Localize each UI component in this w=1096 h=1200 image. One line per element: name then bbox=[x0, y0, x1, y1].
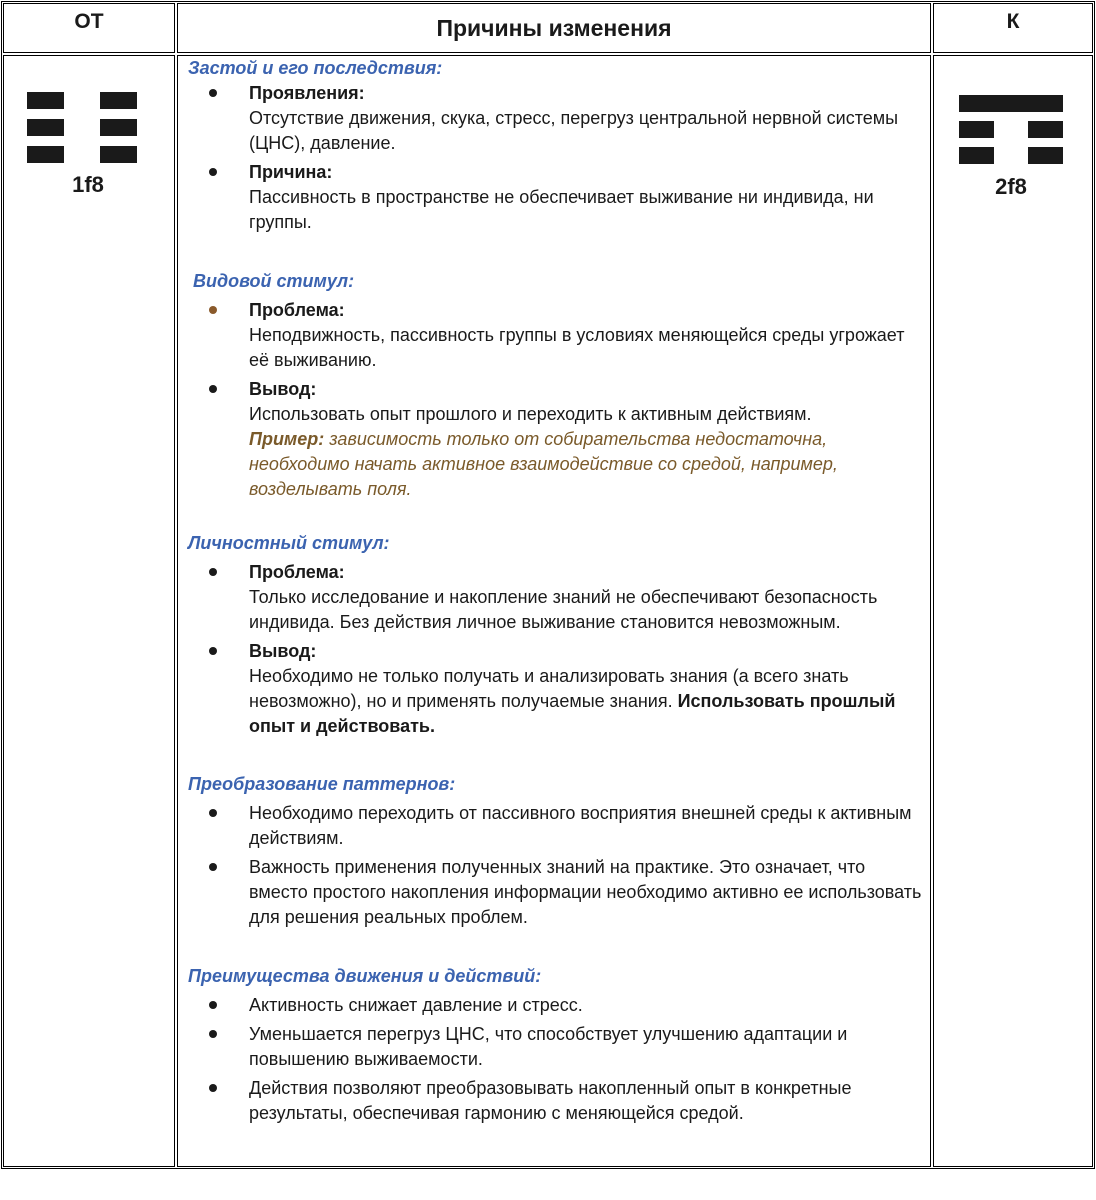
section-species-stimulus bbox=[188, 269, 928, 502]
trigram-gen-icon bbox=[959, 95, 1063, 165]
list-item bbox=[188, 298, 928, 373]
body-cell-from bbox=[3, 55, 175, 1167]
bullet-icon bbox=[209, 568, 217, 576]
bullet-icon bbox=[209, 1001, 217, 1009]
list-item bbox=[188, 560, 928, 635]
column-header-from: ОТ bbox=[74, 10, 104, 33]
bullet-icon bbox=[209, 306, 217, 314]
example-text bbox=[249, 427, 928, 502]
trigram-kun-icon bbox=[27, 92, 137, 164]
example-label: Пример: bbox=[249, 429, 325, 449]
item-label: Проблема: bbox=[249, 300, 345, 320]
item-text: Только исследование и накопление знаний не обеспечивают безопасность индивида. Без действия личное выживание становится невозможным. bbox=[249, 587, 878, 632]
to-hexagram-label: 2f8 bbox=[995, 174, 1027, 199]
broken-line-segment bbox=[27, 146, 64, 163]
section-stagnation bbox=[188, 56, 928, 235]
item-text: Необходимо переходить от пассивного восприятия внешней среды к активным действиям. bbox=[249, 803, 912, 848]
broken-line-segment bbox=[100, 92, 137, 109]
section-title: Преобразование паттернов: bbox=[188, 774, 456, 794]
bullet-icon bbox=[209, 1030, 217, 1038]
item-text: Уменьшается перегруз ЦНС, что способствует улучшению адаптации и повышению выживаемости. bbox=[249, 1024, 848, 1069]
section-personal-stimulus bbox=[188, 531, 928, 739]
bullet-icon bbox=[209, 863, 217, 871]
item-label: Причина: bbox=[249, 162, 333, 182]
broken-line-segment bbox=[1028, 147, 1063, 164]
list-item bbox=[188, 160, 928, 235]
item-text: Использовать опыт прошлого и переходить к активным действиям. bbox=[249, 404, 812, 424]
item-label: Вывод: bbox=[249, 641, 317, 661]
item-text: Неподвижность, пассивность группы в условиях меняющейся среды угрожает её выживанию. bbox=[249, 325, 905, 370]
item-text: Пассивность в пространстве не обеспечивает выживание ни индивида, ни группы. bbox=[249, 187, 874, 232]
item-label: Вывод: bbox=[249, 379, 317, 399]
item-text-emphasis: Использовать прошлый опыт и действовать. bbox=[249, 691, 896, 736]
bullet-icon bbox=[209, 168, 217, 176]
body-cell-to bbox=[933, 55, 1093, 1167]
bullet-icon bbox=[209, 809, 217, 817]
item-text: Активность снижает давление и стресс. bbox=[249, 995, 583, 1015]
bullet-icon bbox=[209, 1084, 217, 1092]
bullet-icon bbox=[209, 647, 217, 655]
bullet-icon bbox=[209, 385, 217, 393]
broken-line-segment bbox=[100, 146, 137, 163]
from-hexagram-label: 1f8 bbox=[72, 172, 104, 197]
item-text: Важность применения полученных знаний на практике. Это означает, что вместо простого накопления информации необходимо активно ее использовать для решения реальных проблем. bbox=[249, 857, 922, 927]
column-header-reason: Причины изменения bbox=[436, 14, 672, 41]
list-item bbox=[188, 1076, 928, 1126]
broken-line-segment bbox=[100, 119, 137, 136]
item-label: Проблема: bbox=[249, 562, 345, 582]
list-item bbox=[188, 1022, 928, 1072]
column-header-to: К bbox=[1006, 10, 1020, 33]
item-text-body: Необходимо не только получать и анализировать знания (а всего знать невозможно), но и применять получаемые знания. bbox=[249, 666, 849, 711]
section-title: Личностный стимул: bbox=[188, 533, 390, 553]
solid-line bbox=[959, 95, 1063, 112]
broken-line-segment bbox=[27, 119, 64, 136]
broken-line-segment bbox=[27, 92, 64, 109]
example-body: зависимость только от собирательства недостаточна, необходимо начать активное взаимодействие со средой, например, возделывать поля. bbox=[249, 429, 838, 499]
section-benefits bbox=[188, 964, 928, 1126]
reasons-content bbox=[188, 56, 928, 1126]
broken-line-segment bbox=[1028, 121, 1063, 138]
broken-line-segment bbox=[959, 121, 994, 138]
section-title: Преимущества движения и действий: bbox=[188, 966, 542, 986]
broken-line-segment bbox=[959, 147, 994, 164]
list-item bbox=[188, 801, 928, 851]
list-item bbox=[188, 639, 928, 739]
bullet-icon bbox=[209, 89, 217, 97]
item-text: Действия позволяют преобразовывать накопленный опыт в конкретные результаты, обеспечивая гармонию с меняющейся средой. bbox=[249, 1078, 852, 1123]
section-pattern-transformation bbox=[188, 772, 928, 930]
section-title: Видовой стимул: bbox=[193, 271, 355, 291]
list-item bbox=[188, 377, 928, 502]
item-text: Отсутствие движения, скука, стресс, перегруз центральной нервной системы (ЦНС), давление. bbox=[249, 108, 899, 153]
item-label: Проявления: bbox=[249, 83, 365, 103]
section-title: Застой и его последствия: bbox=[188, 58, 443, 78]
list-item bbox=[188, 81, 928, 156]
list-item bbox=[188, 993, 928, 1018]
list-item bbox=[188, 855, 928, 930]
item-text bbox=[249, 664, 928, 739]
